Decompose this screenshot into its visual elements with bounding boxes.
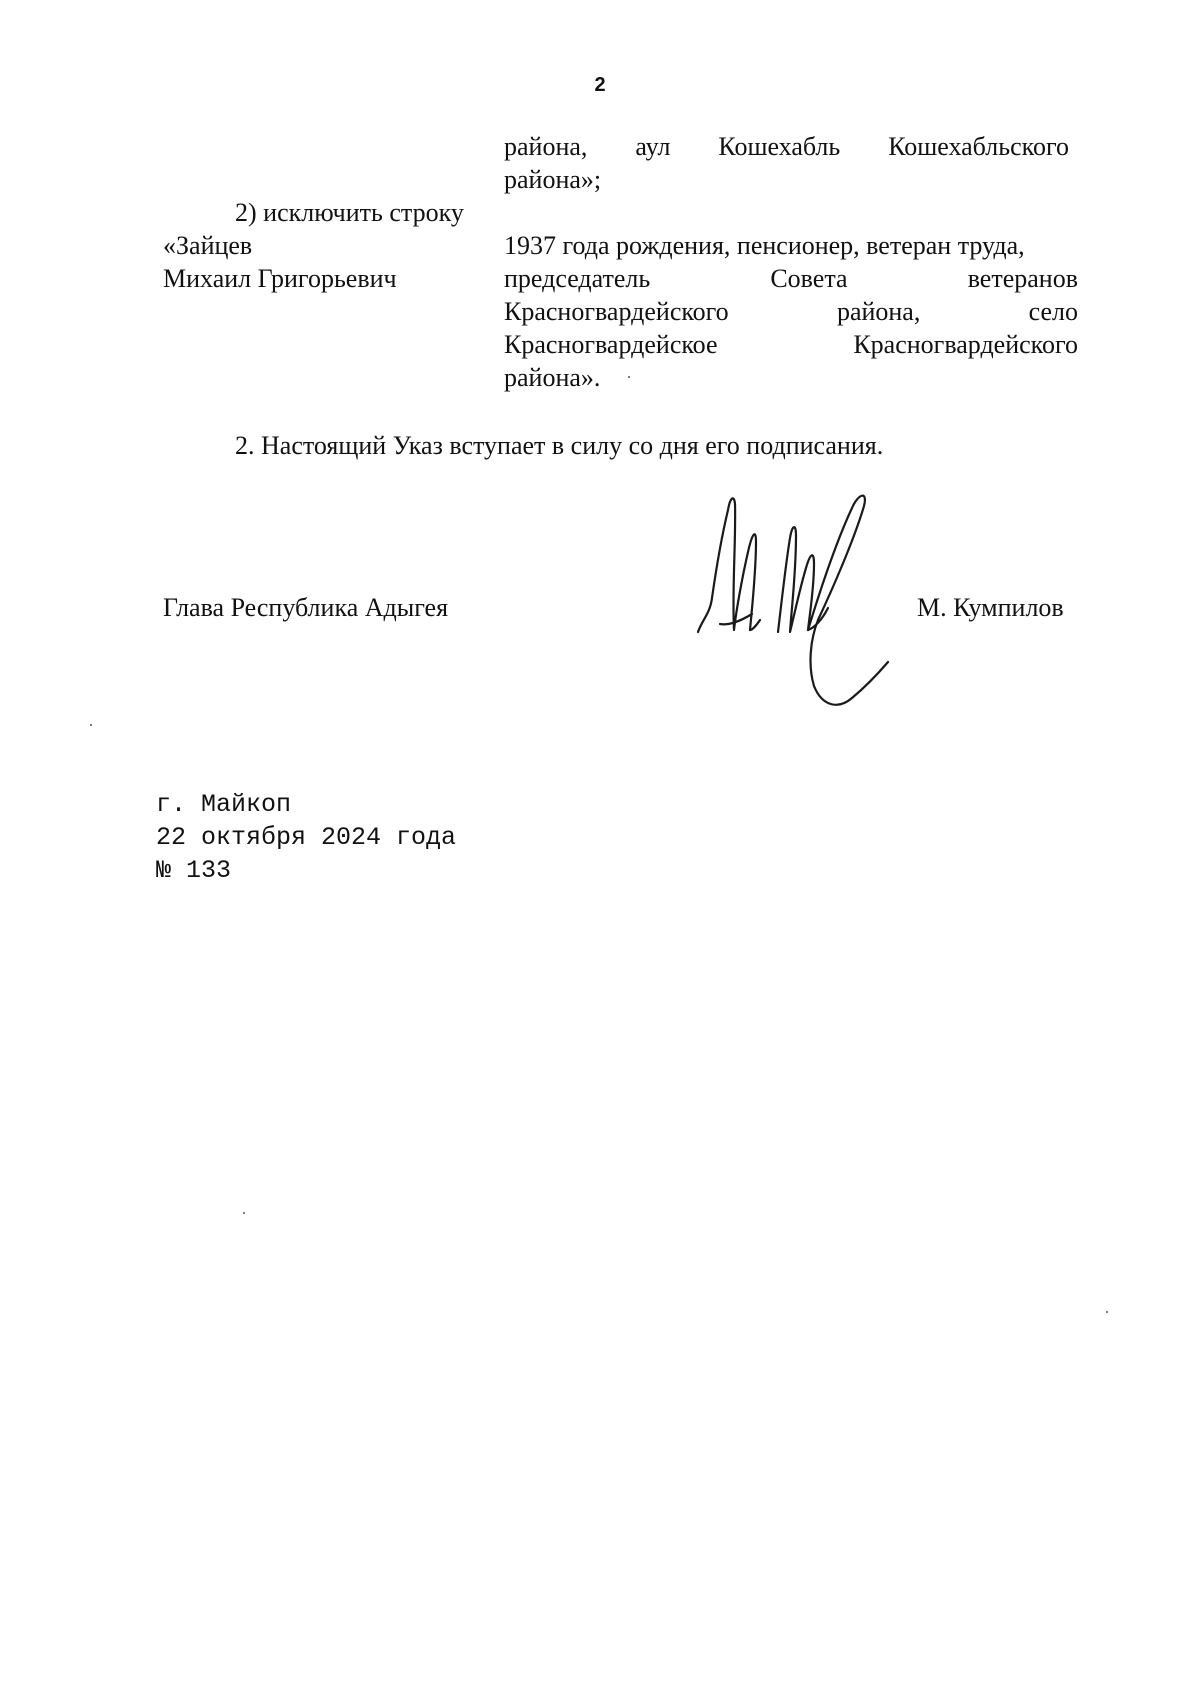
word: село	[1028, 297, 1078, 326]
word: Красногвардейского	[504, 297, 729, 326]
desc-line-1: 1937 года рождения, пенсионер, ветеран труда,	[504, 231, 1025, 260]
word: Красногвардейского	[853, 330, 1078, 359]
desc-line-2	[504, 262, 1078, 295]
person-name	[163, 229, 397, 295]
word: аул	[635, 132, 671, 161]
desc-line-3	[504, 295, 1078, 328]
desc-line-5: района».	[504, 363, 601, 392]
word: Красногвардейское	[504, 330, 718, 359]
word: района,	[504, 132, 588, 161]
name-line-1: «Зайцев	[163, 231, 253, 260]
continuation-line-1	[504, 130, 1069, 163]
desc-line-4	[504, 328, 1078, 361]
footer-date: 22 октября 2024 года	[156, 823, 457, 852]
footer-city: г. Майкоп	[156, 790, 292, 819]
scan-speck	[628, 376, 630, 378]
continuation-block	[504, 130, 1069, 196]
handwritten-signature	[690, 480, 920, 720]
word: Кошехабль	[718, 132, 841, 161]
signatory-title: Глава Республика Адыгея	[163, 593, 449, 622]
item2-intro: 2) исключить строку	[235, 198, 464, 227]
scan-speck	[1106, 1311, 1108, 1313]
signatory-name: М. Кумпилов	[917, 593, 1064, 622]
paragraph-2: 2. Настоящий Указ вступает в силу со дня его подписания.	[235, 431, 884, 460]
scan-speck	[90, 724, 92, 726]
word: района,	[836, 297, 921, 326]
word: Совета	[770, 264, 848, 293]
person-description	[504, 229, 1078, 394]
word: ветеранов	[967, 264, 1078, 293]
word: Кошехабльского	[888, 132, 1069, 161]
continuation-line-2: района»;	[504, 165, 602, 194]
scan-speck	[243, 1212, 245, 1214]
page-number: 2	[594, 74, 606, 96]
word: председатель	[504, 264, 651, 293]
footer-number: № 133	[156, 856, 232, 885]
name-line-2: Михаил Григорьевич	[163, 264, 397, 293]
document-footer	[156, 788, 456, 887]
